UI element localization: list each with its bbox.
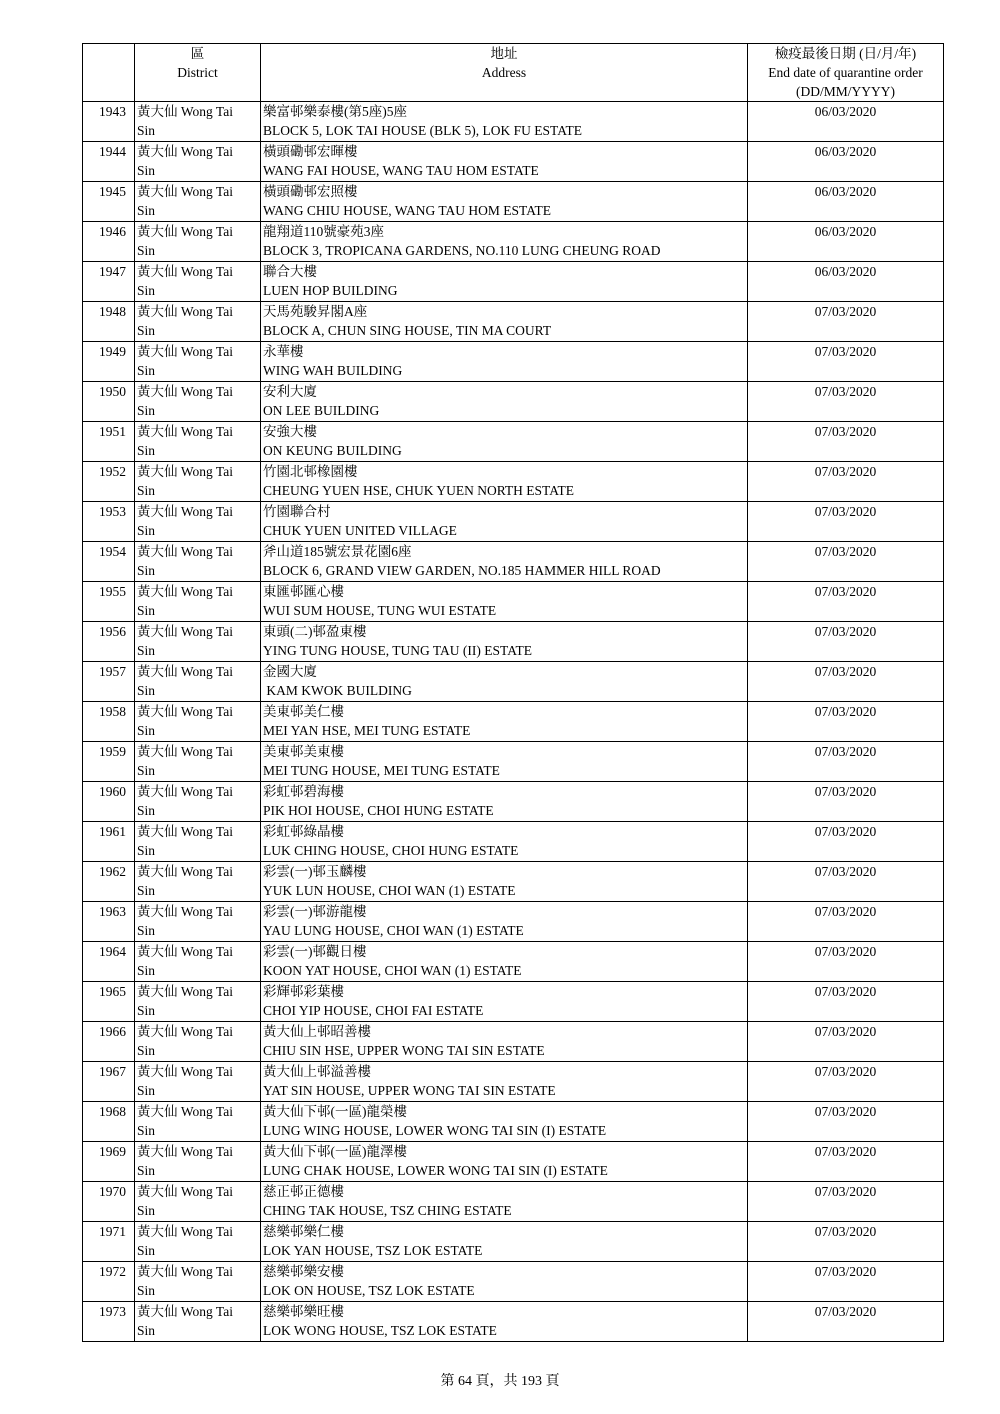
row-number: 1959 xyxy=(83,742,135,782)
address-cell: 斧山道185號宏景花園6座 BLOCK 6, GRAND VIEW GARDEN, NO.185 HAMMER HILL ROAD xyxy=(261,542,748,582)
address-cell: 黃大仙上邨昭善樓 CHIU SIN HSE, UPPER WONG TAI SIN ESTATE xyxy=(261,1022,748,1062)
end-date-cell: 07/03/2020 xyxy=(748,1022,944,1062)
row-number: 1963 xyxy=(83,902,135,942)
row-number: 1953 xyxy=(83,502,135,542)
table-row xyxy=(83,102,944,142)
address-cell: 東匯邨匯心樓 WUI SUM HOUSE, TUNG WUI ESTATE xyxy=(261,582,748,622)
table-row xyxy=(83,822,944,862)
district-cell: 黃大仙 Wong Tai Sin xyxy=(135,582,261,622)
table-row xyxy=(83,182,944,222)
table-row xyxy=(83,1062,944,1102)
district-cell: 黃大仙 Wong Tai Sin xyxy=(135,1022,261,1062)
end-date-cell: 07/03/2020 xyxy=(748,1062,944,1102)
end-date-cell: 07/03/2020 xyxy=(748,822,944,862)
end-date-cell: 07/03/2020 xyxy=(748,942,944,982)
row-number: 1952 xyxy=(83,462,135,502)
address-cell: 黃大仙下邨(一區)龍榮樓 LUNG WING HOUSE, LOWER WONG TAI SIN (I) ESTATE xyxy=(261,1102,748,1142)
end-date-cell: 06/03/2020 xyxy=(748,262,944,302)
table-row xyxy=(83,542,944,582)
row-number: 1964 xyxy=(83,942,135,982)
address-cell: 竹園聯合村 CHUK YUEN UNITED VILLAGE xyxy=(261,502,748,542)
row-number: 1971 xyxy=(83,1222,135,1262)
table-row xyxy=(83,1142,944,1182)
row-number: 1962 xyxy=(83,862,135,902)
end-date-cell: 07/03/2020 xyxy=(748,302,944,342)
table-row xyxy=(83,382,944,422)
district-cell: 黃大仙 Wong Tai Sin xyxy=(135,742,261,782)
table-row xyxy=(83,1182,944,1222)
district-cell: 黃大仙 Wong Tai Sin xyxy=(135,1142,261,1182)
end-date-cell: 07/03/2020 xyxy=(748,622,944,662)
row-number: 1947 xyxy=(83,262,135,302)
end-date-cell: 07/03/2020 xyxy=(748,902,944,942)
address-cell: 彩虹邨碧海樓 PIK HOI HOUSE, CHOI HUNG ESTATE xyxy=(261,782,748,822)
table-row xyxy=(83,422,944,462)
end-date-cell: 06/03/2020 xyxy=(748,142,944,182)
address-cell: 彩雲(一)邨游龍樓 YAU LUNG HOUSE, CHOI WAN (1) ESTATE xyxy=(261,902,748,942)
address-cell: 彩虹邨綠晶樓 LUK CHING HOUSE, CHOI HUNG ESTATE xyxy=(261,822,748,862)
row-number: 1969 xyxy=(83,1142,135,1182)
address-cell: 樂富邨樂泰樓(第5座)5座 BLOCK 5, LOK TAI HOUSE (BLK 5), LOK FU ESTATE xyxy=(261,102,748,142)
district-cell: 黃大仙 Wong Tai Sin xyxy=(135,862,261,902)
address-cell: 橫頭磡邨宏暉樓 WANG FAI HOUSE, WANG TAU HOM ESTATE xyxy=(261,142,748,182)
row-number: 1951 xyxy=(83,422,135,462)
row-number: 1970 xyxy=(83,1182,135,1222)
table-row xyxy=(83,1022,944,1062)
district-cell: 黃大仙 Wong Tai Sin xyxy=(135,422,261,462)
district-cell: 黃大仙 Wong Tai Sin xyxy=(135,302,261,342)
table-row xyxy=(83,742,944,782)
end-date-cell: 07/03/2020 xyxy=(748,1182,944,1222)
end-date-cell: 06/03/2020 xyxy=(748,222,944,262)
number-header xyxy=(83,44,135,102)
row-number: 1954 xyxy=(83,542,135,582)
district-cell: 黃大仙 Wong Tai Sin xyxy=(135,102,261,142)
end-date-cell: 07/03/2020 xyxy=(748,1142,944,1182)
end-date-cell: 07/03/2020 xyxy=(748,782,944,822)
address-cell: 橫頭磡邨宏照樓 WANG CHIU HOUSE, WANG TAU HOM ESTATE xyxy=(261,182,748,222)
address-cell: 慈樂邨樂安樓 LOK ON HOUSE, TSZ LOK ESTATE xyxy=(261,1262,748,1302)
address-cell: 慈樂邨樂旺樓 LOK WONG HOUSE, TSZ LOK ESTATE xyxy=(261,1302,748,1342)
address-cell: 黃大仙上邨溢善樓 YAT SIN HOUSE, UPPER WONG TAI SIN ESTATE xyxy=(261,1062,748,1102)
end-date-cell: 07/03/2020 xyxy=(748,1222,944,1262)
end-date-cell: 07/03/2020 xyxy=(748,422,944,462)
district-cell: 黃大仙 Wong Tai Sin xyxy=(135,182,261,222)
end-date-cell: 07/03/2020 xyxy=(748,382,944,422)
district-cell: 黃大仙 Wong Tai Sin xyxy=(135,822,261,862)
district-cell: 黃大仙 Wong Tai Sin xyxy=(135,462,261,502)
end-date-cell: 07/03/2020 xyxy=(748,462,944,502)
end-date-cell: 06/03/2020 xyxy=(748,182,944,222)
district-cell: 黃大仙 Wong Tai Sin xyxy=(135,1102,261,1142)
address-cell: 慈正邨正德樓 CHING TAK HOUSE, TSZ CHING ESTATE xyxy=(261,1182,748,1222)
address-cell: 美東邨美仁樓 MEI YAN HSE, MEI TUNG ESTATE xyxy=(261,702,748,742)
end-date-cell: 07/03/2020 xyxy=(748,342,944,382)
district-cell: 黃大仙 Wong Tai Sin xyxy=(135,782,261,822)
district-cell: 黃大仙 Wong Tai Sin xyxy=(135,902,261,942)
address-cell: 黃大仙下邨(一區)龍澤樓 LUNG CHAK HOUSE, LOWER WONG TAI SIN (I) ESTATE xyxy=(261,1142,748,1182)
quarantine-table xyxy=(82,43,944,1342)
end-date-cell: 07/03/2020 xyxy=(748,1302,944,1342)
address-cell: 安強大樓 ON KEUNG BUILDING xyxy=(261,422,748,462)
district-cell: 黃大仙 Wong Tai Sin xyxy=(135,502,261,542)
address-cell: 安利大廈 ON LEE BUILDING xyxy=(261,382,748,422)
row-number: 1956 xyxy=(83,622,135,662)
end-date-cell: 07/03/2020 xyxy=(748,542,944,582)
end-date-cell: 07/03/2020 xyxy=(748,502,944,542)
address-cell: 彩雲(一)邨觀日樓 KOON YAT HOUSE, CHOI WAN (1) ESTATE xyxy=(261,942,748,982)
row-number: 1948 xyxy=(83,302,135,342)
end-date-cell: 07/03/2020 xyxy=(748,742,944,782)
district-cell: 黃大仙 Wong Tai Sin xyxy=(135,142,261,182)
address-header: 地址 Address xyxy=(261,44,748,102)
district-cell: 黃大仙 Wong Tai Sin xyxy=(135,982,261,1022)
table-row xyxy=(83,662,944,702)
address-cell: 竹園北邨橡園樓 CHEUNG YUEN HSE, CHUK YUEN NORTH ESTATE xyxy=(261,462,748,502)
row-number: 1945 xyxy=(83,182,135,222)
address-cell: 東頭(二)邨盈東樓 YING TUNG HOUSE, TUNG TAU (II) ESTATE xyxy=(261,622,748,662)
table-row xyxy=(83,1262,944,1302)
row-number: 1950 xyxy=(83,382,135,422)
district-cell: 黃大仙 Wong Tai Sin xyxy=(135,222,261,262)
district-cell: 黃大仙 Wong Tai Sin xyxy=(135,342,261,382)
end-date-cell: 07/03/2020 xyxy=(748,1262,944,1302)
table-row xyxy=(83,1302,944,1342)
address-cell: 聯合大樓 LUEN HOP BUILDING xyxy=(261,262,748,302)
district-cell: 黃大仙 Wong Tai Sin xyxy=(135,702,261,742)
page-footer: 第 64 頁，共 193 頁 xyxy=(440,1374,560,1389)
end-date-cell: 07/03/2020 xyxy=(748,582,944,622)
table-body xyxy=(83,102,944,1342)
row-number: 1955 xyxy=(83,582,135,622)
end-date-cell: 07/03/2020 xyxy=(748,662,944,702)
table-header-row xyxy=(83,44,944,102)
district-header: 區 District xyxy=(135,44,261,102)
row-number: 1968 xyxy=(83,1102,135,1142)
table-row xyxy=(83,1222,944,1262)
table-row xyxy=(83,262,944,302)
table-row xyxy=(83,302,944,342)
district-cell: 黃大仙 Wong Tai Sin xyxy=(135,1062,261,1102)
row-number: 1961 xyxy=(83,822,135,862)
end-date-cell: 06/03/2020 xyxy=(748,102,944,142)
row-number: 1972 xyxy=(83,1262,135,1302)
district-cell: 黃大仙 Wong Tai Sin xyxy=(135,1222,261,1262)
row-number: 1943 xyxy=(83,102,135,142)
address-cell: 彩雲(一)邨玉麟樓 YUK LUN HOUSE, CHOI WAN (1) ESTATE xyxy=(261,862,748,902)
row-number: 1967 xyxy=(83,1062,135,1102)
address-cell: 永華樓 WING WAH BUILDING xyxy=(261,342,748,382)
row-number: 1960 xyxy=(83,782,135,822)
end-date-cell: 07/03/2020 xyxy=(748,702,944,742)
table-row xyxy=(83,142,944,182)
address-cell: 慈樂邨樂仁樓 LOK YAN HOUSE, TSZ LOK ESTATE xyxy=(261,1222,748,1262)
row-number: 1966 xyxy=(83,1022,135,1062)
table-row xyxy=(83,222,944,262)
table-row xyxy=(83,942,944,982)
address-cell: 龍翔道110號豪苑3座 BLOCK 3, TROPICANA GARDENS, NO.110 LUNG CHEUNG ROAD xyxy=(261,222,748,262)
row-number: 1944 xyxy=(83,142,135,182)
district-cell: 黃大仙 Wong Tai Sin xyxy=(135,262,261,302)
district-cell: 黃大仙 Wong Tai Sin xyxy=(135,1262,261,1302)
row-number: 1949 xyxy=(83,342,135,382)
table-row xyxy=(83,462,944,502)
district-cell: 黃大仙 Wong Tai Sin xyxy=(135,382,261,422)
district-cell: 黃大仙 Wong Tai Sin xyxy=(135,622,261,662)
table-row xyxy=(83,862,944,902)
end-date-cell: 07/03/2020 xyxy=(748,862,944,902)
row-number: 1946 xyxy=(83,222,135,262)
table-row xyxy=(83,582,944,622)
district-cell: 黃大仙 Wong Tai Sin xyxy=(135,1302,261,1342)
table-row xyxy=(83,1102,944,1142)
district-cell: 黃大仙 Wong Tai Sin xyxy=(135,942,261,982)
district-cell: 黃大仙 Wong Tai Sin xyxy=(135,662,261,702)
row-number: 1958 xyxy=(83,702,135,742)
table-row xyxy=(83,502,944,542)
table-row xyxy=(83,622,944,662)
table-row xyxy=(83,782,944,822)
address-cell: 天馬苑駿昇閣A座 BLOCK A, CHUN SING HOUSE, TIN MA COURT xyxy=(261,302,748,342)
end-date-cell: 07/03/2020 xyxy=(748,982,944,1022)
address-cell: 美東邨美東樓 MEI TUNG HOUSE, MEI TUNG ESTATE xyxy=(261,742,748,782)
row-number: 1973 xyxy=(83,1302,135,1342)
end-date-cell: 07/03/2020 xyxy=(748,1102,944,1142)
table-row xyxy=(83,702,944,742)
row-number: 1957 xyxy=(83,662,135,702)
table-row xyxy=(83,342,944,382)
table-row xyxy=(83,982,944,1022)
table-row xyxy=(83,902,944,942)
district-cell: 黃大仙 Wong Tai Sin xyxy=(135,1182,261,1222)
address-cell: 金國大廈 KAM KWOK BUILDING xyxy=(261,662,748,702)
row-number: 1965 xyxy=(83,982,135,1022)
district-cell: 黃大仙 Wong Tai Sin xyxy=(135,542,261,582)
address-cell: 彩輝邨彩葉樓 CHOI YIP HOUSE, CHOI FAI ESTATE xyxy=(261,982,748,1022)
end-date-header: 檢疫最後日期 (日/月/年) End date of quarantine order (DD/MM/YYYY) xyxy=(748,44,944,102)
